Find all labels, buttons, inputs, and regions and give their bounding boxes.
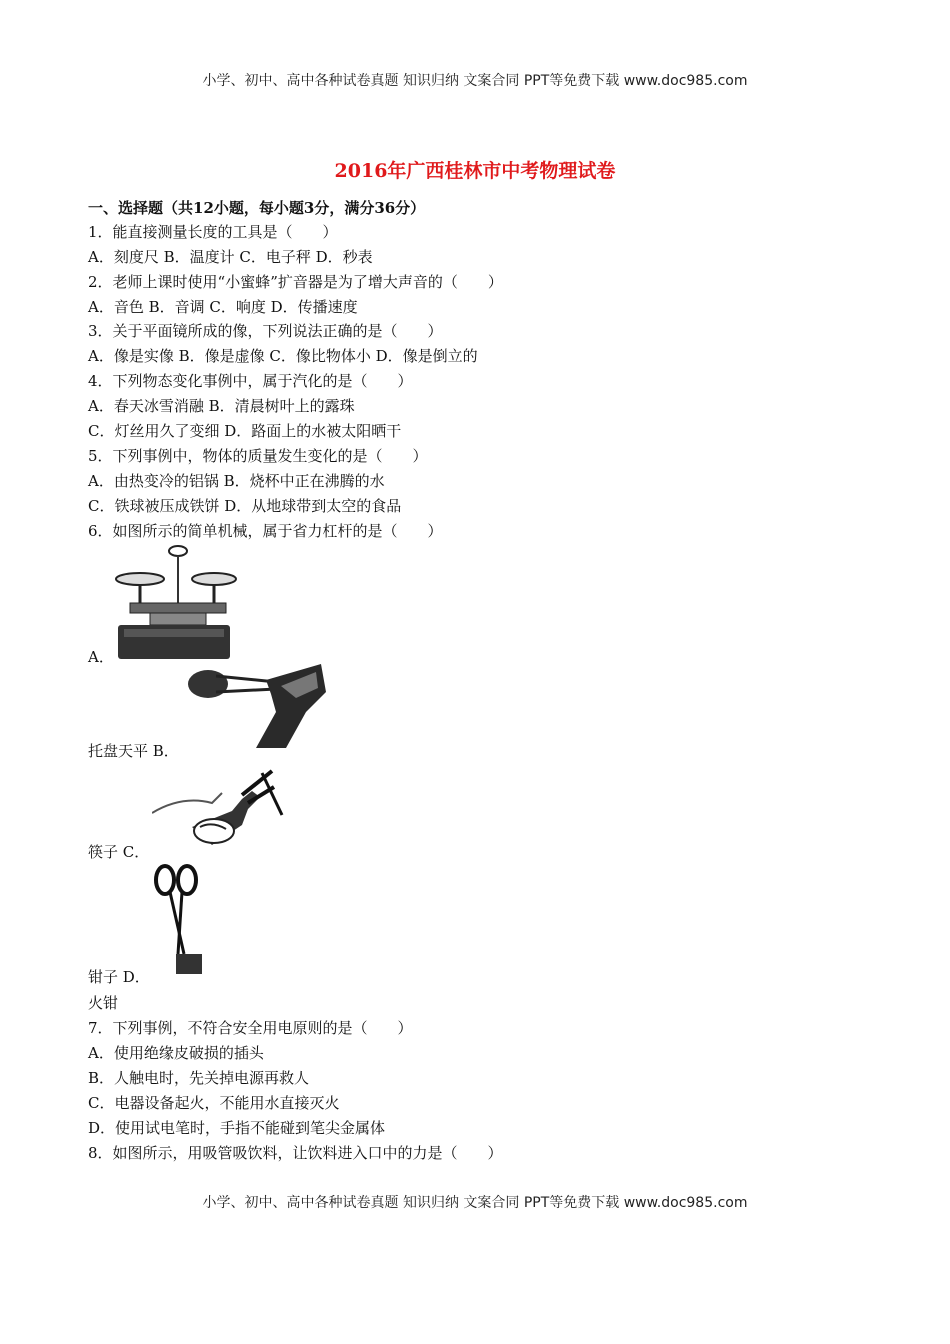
q2-options: A．音色 B．音调 C．响度 D．传播速度 [88, 298, 358, 316]
q5-options-ab: A．由热变冷的铝锅 B．烧杯中正在沸腾的水 [88, 472, 385, 490]
q3-stem: 3．关于平面镜所成的像，下列说法正确的是（ ） [88, 322, 443, 340]
q2-stem: 2．老师上课时使用“小蜜蜂”扩音器是为了增大声音的（ ） [88, 273, 503, 291]
q6-option-d-label: 钳子 D． [88, 968, 150, 986]
chopsticks-image [186, 662, 326, 748]
q7-option-d: D．使用试电笔时，手指不能碰到笔尖金属体 [88, 1119, 386, 1137]
q6-stem: 6．如图所示的简单机械，属于省力杠杆的是（ ） [88, 522, 443, 540]
q5-stem: 5．下列事例中，物体的质量发生变化的是（ ） [88, 447, 428, 465]
q8-stem: 8．如图所示，用吸管吸饮料，让饮料进入口中的力是（ ） [88, 1144, 503, 1162]
page-footer: 小学、初中、高中各种试卷真题 知识归纳 文案合同 PPT等免费下载 www.doc985.com [202, 1195, 748, 1211]
q3-options: A．像是实像 B．像是虚像 C．像比物体小 D．像是倒立的 [88, 347, 478, 365]
balance-scale-image [110, 543, 240, 661]
exam-title: 2016年广西桂林市中考物理试卷 [334, 160, 616, 182]
q7-stem: 7．下列事例，不符合安全用电原则的是（ ） [88, 1019, 413, 1037]
q4-options-ab: A．春天冰雪消融 B．清晨树叶上的露珠 [88, 397, 355, 415]
q4-stem: 4．下列物态变化事例中，属于汽化的是（ ） [88, 372, 413, 390]
page-header: 小学、初中、高中各种试卷真题 知识归纳 文案合同 PPT等免费下载 www.doc985.com [202, 73, 748, 89]
q7-option-b: B．人触电时，先关掉电源再救人 [88, 1069, 310, 1087]
q6-option-c-label: 筷子 C． [88, 843, 150, 861]
q1-stem: 1．能直接测量长度的工具是（ ） [88, 223, 338, 241]
pliers-image [152, 765, 286, 851]
q6-option-b-label: 托盘天平 B． [88, 742, 179, 760]
q4-options-cd: C．灯丝用久了变细 D．路面上的水被太阳晒干 [88, 422, 402, 440]
q7-option-c: C．电器设备起火，不能用水直接灭火 [88, 1094, 340, 1112]
q1-options: A．刻度尺 B．温度计 C．电子秤 D．秒表 [88, 248, 373, 266]
fire-tongs-image [150, 862, 210, 980]
q6-option-a-label: A． [88, 648, 114, 666]
section-heading: 一、选择题（共12小题，每小题3分，满分36分） [88, 199, 426, 217]
q7-option-a: A．使用绝缘皮破损的插头 [88, 1044, 264, 1062]
q5-options-cd: C．铁球被压成铁饼 D．从地球带到太空的食品 [88, 497, 402, 515]
q6-option-d-caption: 火钳 [88, 994, 119, 1012]
